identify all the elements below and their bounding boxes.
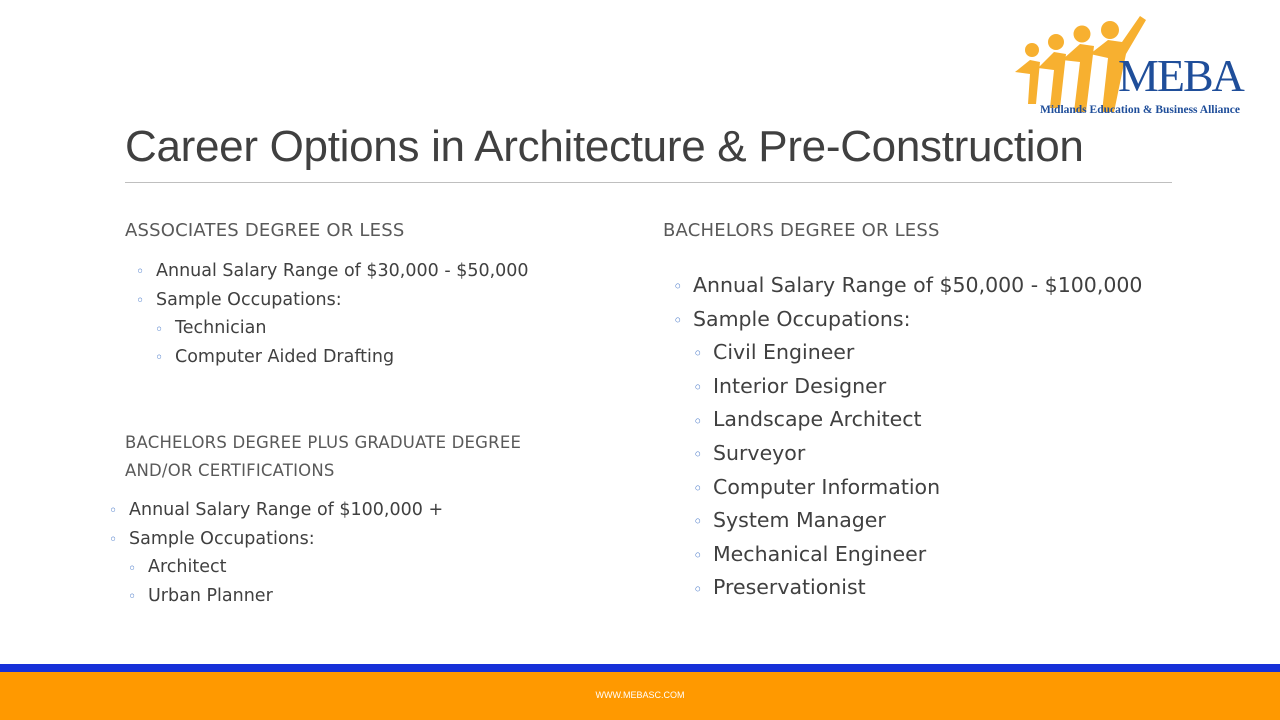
footer-stripe	[0, 664, 1280, 672]
list-item: ◦ Interior Designer	[713, 370, 1142, 404]
associates-heading: ASSOCIATES DEGREE OR LESS	[125, 220, 405, 241]
title-divider	[125, 182, 1172, 183]
footer-url[interactable]: WWW.MEBASC.COM	[595, 690, 685, 700]
bachelors-heading: BACHELORS DEGREE OR LESS	[663, 220, 940, 241]
list-item: ◦ Landscape Architect	[713, 403, 1142, 437]
associates-list	[156, 257, 529, 372]
bachelors-occupations-label: ◦ Sample Occupations:	[693, 303, 1142, 337]
list-item: ◦ Mechanical Engineer	[713, 538, 1142, 572]
graduate-heading-line1: BACHELORS DEGREE PLUS GRADUATE DEGREE	[125, 433, 522, 452]
bachelors-salary: ◦ Annual Salary Range of $50,000 - $100,000	[693, 269, 1142, 303]
associates-occupations-label: ◦ Sample Occupations:	[156, 286, 529, 315]
graduate-heading	[125, 429, 521, 485]
logo-subtitle: Midlands Education & Business Alliance	[1040, 104, 1241, 116]
logo-name: MEBA	[1118, 50, 1243, 101]
graduate-occupations-label: ◦ Sample Occupations:	[129, 525, 443, 554]
list-item: ◦ System Manager	[713, 504, 1142, 538]
slide-title: Career Options in Architecture & Pre-Construction	[125, 122, 1084, 171]
list-item: ◦ Computer Aided Drafting	[175, 343, 529, 372]
bachelors-list	[693, 269, 1142, 605]
list-item: ◦ Surveyor	[713, 437, 1142, 471]
list-item: ◦ Preservationist	[713, 571, 1142, 605]
list-item: ◦ Computer Information	[713, 471, 1142, 505]
list-item: ◦ Architect	[148, 553, 443, 582]
graduate-list	[129, 496, 443, 611]
list-item: ◦ Civil Engineer	[713, 336, 1142, 370]
graduate-heading-line2: AND/OR CERTIFICATIONS	[125, 461, 335, 480]
list-item: ◦ Technician	[175, 314, 529, 343]
graduate-salary: ◦ Annual Salary Range of $100,000 +	[129, 496, 443, 525]
associates-salary: ◦ Annual Salary Range of $30,000 - $50,000	[156, 257, 529, 286]
list-item: ◦ Urban Planner	[148, 582, 443, 611]
